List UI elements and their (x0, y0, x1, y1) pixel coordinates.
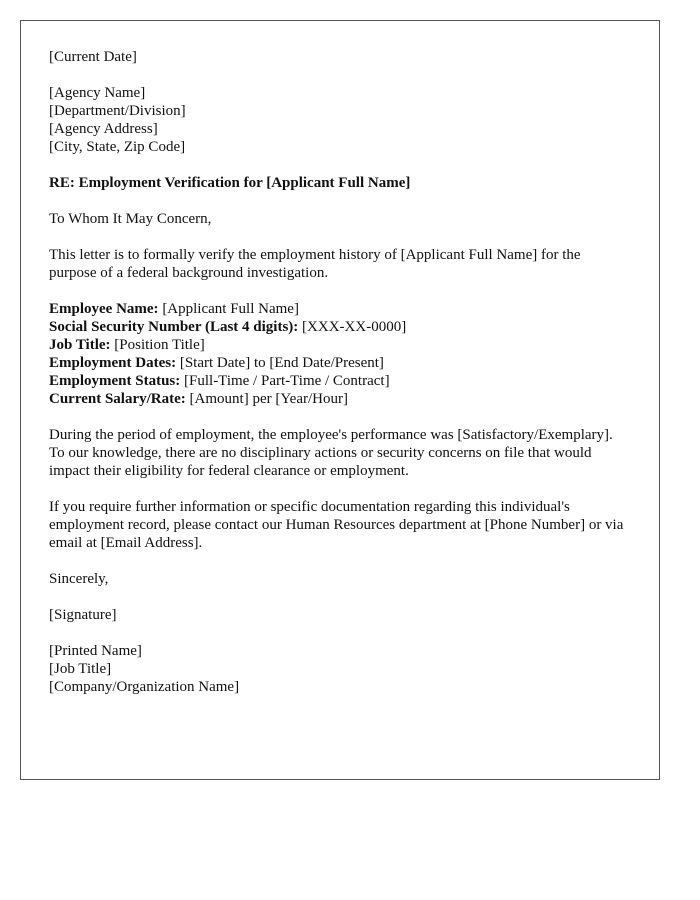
signer-company: [Company/Organization Name] (49, 679, 240, 695)
detail-employee-name (49, 300, 631, 318)
closing: Sincerely, (49, 571, 109, 587)
detail-salary (49, 390, 631, 408)
detail-label: Job Title: (49, 337, 111, 353)
signer-block (49, 642, 631, 696)
subject-line-block (49, 174, 631, 192)
employment-details-block (49, 300, 631, 408)
detail-ssn (49, 318, 631, 336)
detail-value: [Applicant Full Name] (158, 301, 299, 317)
signer-printed-name: [Printed Name] (49, 643, 142, 659)
performance-paragraph-block (49, 426, 631, 480)
detail-label: Social Security Number (Last 4 digits): (49, 319, 299, 335)
salutation: To Whom It May Concern, (49, 211, 212, 227)
detail-label: Employment Status: (49, 373, 181, 389)
detail-label: Employee Name: (49, 301, 159, 317)
agency-address: [Agency Address] (49, 121, 158, 137)
salutation-block (49, 210, 631, 228)
contact-paragraph: If you require further information or specific documentation regarding this individual's employment record, please contact our Human Resources department at [Phone Number] or via email at [Email Address]. (49, 499, 624, 551)
date-block (49, 48, 631, 66)
detail-job-title (49, 336, 631, 354)
detail-value: [Amount] per [Year/Hour] (185, 391, 348, 407)
signer-job-title: [Job Title] (49, 661, 112, 677)
detail-value: [Position Title] (110, 337, 205, 353)
recipient-address-block (49, 84, 631, 156)
detail-value: [Start Date] to [End Date/Present] (176, 355, 384, 371)
detail-label: Employment Dates: (49, 355, 177, 371)
performance-paragraph: During the period of employment, the employee's performance was [Satisfactory/Exemplary]. To our knowledge, there are no disciplinary actions or security concerns on file that would impact their eligibility for federal clearance or employment. (49, 427, 613, 479)
signature-placeholder: [Signature] (49, 607, 117, 623)
closing-block (49, 570, 631, 588)
department-division: [Department/Division] (49, 103, 186, 119)
detail-employment-dates (49, 354, 631, 372)
letter-page (20, 20, 660, 780)
detail-label: Current Salary/Rate: (49, 391, 186, 407)
contact-paragraph-block (49, 498, 631, 552)
signature-block (49, 606, 631, 624)
detail-value: [XXX-XX-0000] (298, 319, 407, 335)
current-date: [Current Date] (49, 49, 137, 65)
detail-value: [Full-Time / Part-Time / Contract] (180, 373, 390, 389)
intro-paragraph: This letter is to formally verify the employment history of [Applicant Full Name] for the purpose of a federal background investigation. (49, 247, 581, 281)
intro-paragraph-block (49, 246, 631, 282)
subject-line: RE: Employment Verification for [Applicant Full Name] (49, 175, 411, 191)
agency-name: [Agency Name] (49, 85, 146, 101)
detail-employment-status (49, 372, 631, 390)
city-state-zip: [City, State, Zip Code] (49, 139, 186, 155)
